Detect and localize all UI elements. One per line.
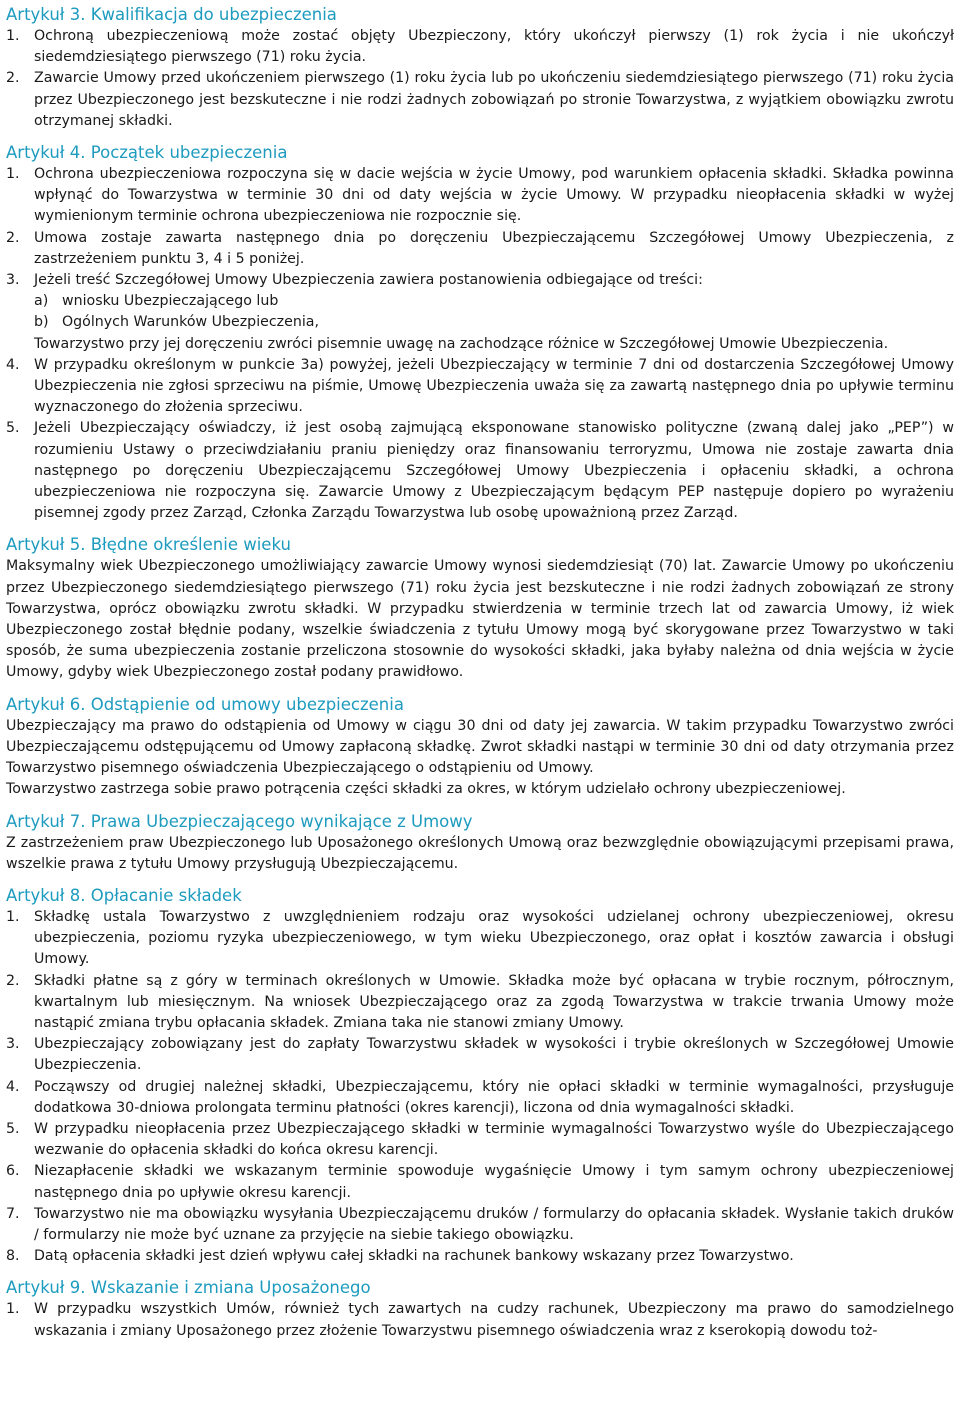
- article-8-title: Artykuł 8. Opłacanie składek: [6, 885, 242, 905]
- sub-item-tail: Towarzystwo przy jej doręczeniu zwróci pisemnie uwagę na zachodzące różnice w Szczegółowej Umowie Ubezpieczenia.: [34, 335, 889, 352]
- list-item: 3. Ubezpieczający zobowiązany jest do zapłaty Towarzystwu składek w wysokości i trybie określonych w Szczegółowej Umowie Ubezpieczenia.: [6, 1036, 954, 1074]
- article-6-paragraph: Towarzystwo zastrzega sobie prawo potrącenia części składki za okres, w którym udzielało ochrony ubezpieczeniowej.: [6, 781, 846, 798]
- list-item: 4. Począwszy od drugiej należnej składki, Ubezpieczającemu, który nie opłaci składki w terminie wymagalności, przysługuje dodatkowa 30-dniowa prolongata terminu płatności (okres karencji), liczona od dnia wymagalności składki.: [6, 1078, 954, 1116]
- sub-item: a) wniosku Ubezpieczającego lub: [34, 293, 279, 310]
- article-5: [6, 534, 954, 683]
- article-3-list: [6, 26, 954, 132]
- article-4: [6, 142, 954, 524]
- article-8: [6, 885, 954, 1267]
- article-9: [6, 1277, 954, 1341]
- sub-item: b) Ogólnych Warunków Ubezpieczenia,: [34, 314, 319, 331]
- list-item: 2. Składki płatne są z góry w terminach określonych w Umowie. Składka może być opłacana w trybie rocznym, półrocznym, kwartalnym lub miesięcznym. Na wniosek Ubezpieczającego oraz za zgodą Towarzystwa w trakcie trwania Umowy może nastąpić zmiana trybu opłacania składek. Zmiana taka nie stanowi zmiany Umowy.: [6, 972, 954, 1031]
- article-7: [6, 811, 954, 875]
- article-4-title: Artykuł 4. Początek ubezpieczenia: [6, 143, 288, 163]
- list-item: 1. Ochroną ubezpieczeniową może zostać objęty Ubezpieczony, który ukończył pierwszy (1) rok życia i nie ukończył siedemdziesiątego pierwszego (71) roku życia.: [6, 28, 954, 66]
- list-item: 6. Niezapłacenie składki we wskazanym terminie spowoduje wygaśnięcie Umowy i tym samym ochrony ubezpieczeniowej następnego dnia po upływie okresu karencji.: [6, 1163, 954, 1201]
- list-item: 4. W przypadku określonym w punkcie 3a) powyżej, jeżeli Ubezpieczający w terminie 7 dni od dostarczenia Szczegółowej Umowy Ubezpieczenia nie zgłosi sprzeciwu na piśmie, Umowę Ubezpieczenia uważa się za zawartą następnego dnia po upływie terminu wyznaczonego do złożenia sprzeciwu.: [6, 356, 954, 416]
- article-5-title: Artykuł 5. Błędne określenie wieku: [6, 535, 291, 555]
- article-5-paragraph: Maksymalny wiek Ubezpieczonego umożliwiający zawarcie Umowy wynosi siedemdziesiąt (70) lat. Zawarcie Umowy po ukończeniu przez Ubezpieczonego siedemdziesiątego pierwszego (71) roku życia jest bezskuteczne i nie rodzi żadnych zobowiązań ze strony Towarzystwa, oprócz obowiązku zwrotu składki. W przypadku stwierdzenia w terminie trzech lat od zawarcia Umowy, iż wiek Ubezpieczonego został błędnie podany, wszelkie świadczenia z tytułu Umowy mogą być skorygowane przez Towarzystwo w taki sposób, że suma ubezpieczenia zostanie przeliczona stosownie do wysokości składki, jaka byłaby należna od dnia wejścia w życie Umowy, gdyby wiek Ubezpieczonego został podany prawidłowo.: [6, 558, 954, 681]
- article-6: [6, 694, 954, 801]
- article-6-paragraph: Ubezpieczający ma prawo do odstąpienia od Umowy w ciągu 30 dni od daty jej zawarcia. W takim przypadku Towarzystwo zwróci Ubezpieczającemu odstępującemu od Umowy zapłaconą składkę. Zwrot składki nastąpi w terminie 30 dni od daty otrzymania przez Towarzystwo pisemnego oświadczenia Ubezpieczającego o odstąpieniu od Umowy.: [6, 717, 954, 777]
- list-item: 7. Towarzystwo nie ma obowiązku wysyłania Ubezpieczającemu druków / formularzy do opłacania składek. Wysłanie takich druków / formularzy nie może być uznane za przyjęcie na siebie takiego obowiązku.: [6, 1205, 954, 1243]
- list-item: 1. Składkę ustala Towarzystwo z uwzględnieniem rodzaju oraz wysokości udzielanej ochrony ubezpieczeniowej, okresu ubezpieczenia, poziomu ryzyka ubezpieczeniowego, w tym wieku Ubezpieczonego, oraz opłat i kosztów zawarcia i obsługi Umowy.: [6, 908, 954, 968]
- list-item: 5. W przypadku nieopłacenia przez Ubezpieczającego składki w terminie wymagalności Towarzystwo wyśle do Ubezpieczającego wezwanie do opłacenia składki do końca okresu karencji.: [6, 1120, 954, 1159]
- article-8-list: [6, 907, 954, 1267]
- article-3-title: Artykuł 3. Kwalifikacja do ubezpieczenia: [6, 5, 337, 24]
- list-item: 8. Datą opłacenia składki jest dzień wpływu całej składki na rachunek bankowy wskazany przez Towarzystwo.: [6, 1248, 794, 1265]
- article-6-title: Artykuł 6. Odstąpienie od umowy ubezpieczenia: [6, 694, 404, 714]
- list-item: 2. Zawarcie Umowy przed ukończeniem pierwszego (1) roku życia lub po ukończeniu siedemdziesiątego pierwszego (71) roku życia przez Ubezpieczonego jest bezskuteczne i nie rodzi żadnych zobowiązań po stronie Towarzystwa, z wyjątkiem obowiązku zwrotu otrzymanej składki.: [6, 70, 954, 129]
- article-7-paragraph: Z zastrzeżeniem praw Ubezpieczonego lub Uposażonego określonych Umową oraz bezwzględnie obowiązującymi przepisami prawa, wszelkie prawa z tytułu Umowy przysługują Ubezpieczającemu.: [6, 834, 954, 872]
- article-3: [6, 4, 954, 132]
- article-4-list: [6, 164, 954, 524]
- list-item: 3. Jeżeli treść Szczegółowej Umowy Ubezpieczenia zawiera postanowienia odbiegające od treści: a) wniosku Ubezpieczającego lub b) Ogólnych Warunków Ubezpieczenia, Towarzystwo przy jej doręczeniu zwróci pisemnie uwagę na zachodzące różnice w Szczegółowej Umowie Ubezpieczenia.: [6, 270, 954, 355]
- list-item: 5. Jeżeli Ubezpieczający oświadczy, iż jest osobą zajmującą eksponowane stanowisko polityczne (zwaną dalej jako „PEP”) w rozumieniu Ustawy o przeciwdziałaniu praniu pieniędzy oraz finansowaniu terroryzmu, Umowa nie zostaje zawarta dnia następnego po doręczeniu Ubezpieczającemu Szczegółowej Umowy Ubezpieczenia i opłaceniu składki, a ochrona ubezpieczeniowa nie rozpoczyna się. Zawarcie Umowy z Ubezpieczającym będącym PEP następuje dopiero po wyrażeniu pisemnej zgody przez Zarząd, Członka Zarządu Towarzystwa lub osobę upoważnioną przez Zarząd.: [6, 420, 954, 522]
- article-7-title: Artykuł 7. Prawa Ubezpieczającego wynikające z Umowy: [6, 811, 473, 831]
- article-9-list: [6, 1299, 954, 1341]
- article-9-title: Artykuł 9. Wskazanie i zmiana Uposażonego: [6, 1278, 371, 1298]
- list-item: 1. W przypadku wszystkich Umów, również tych zawartych na cudzy rachunek, Ubezpieczony ma prawo do samodzielnego wskazania i zmiany Uposażonego przez złożenie Towarzystwu pisemnego oświadczenia wraz z kserokopią dowodu toż-: [6, 1301, 954, 1339]
- list-item: 1. Ochrona ubezpieczeniowa rozpoczyna się w dacie wejścia w życie Umowy, pod warunkiem opłacenia składki. Składka powinna wpłynąć do Towarzystwa w terminie 30 dni od daty wejścia w życie Umowy. W przypadku nieopłacenia składki w wyżej wymienionym terminie ochrona ubezpieczeniowa nie rozpocznie się.: [6, 166, 954, 225]
- list-item: 2. Umowa zostaje zawarta następnego dnia po doręczeniu Ubezpieczającemu Szczegółowej Umowy Ubezpieczenia, z zastrzeżeniem punktu 3, 4 i 5 poniżej.: [6, 229, 954, 267]
